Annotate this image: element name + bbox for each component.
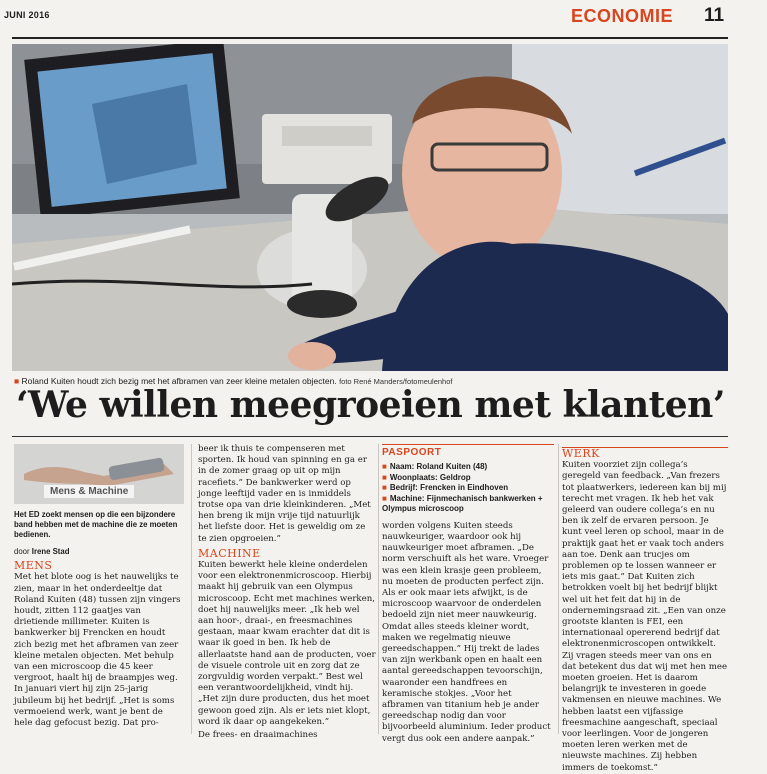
bullet-icon: ■ (14, 376, 20, 386)
bullet-icon: ■ (382, 462, 387, 472)
headline: ‘We willen meegroeien met klanten’ (16, 384, 725, 426)
issue-date: JUNI 2016 (4, 10, 50, 20)
paspoort-item: ■ Bedrijf: Frencken in Eindhoven (382, 483, 509, 493)
page-number: 11 (704, 5, 725, 26)
subhead-werk: WERK (562, 447, 728, 459)
column-2 (198, 444, 376, 741)
article-text-col3: worden volgens Kuiten steeds nauwkeuriger, waardoor ook hij nauwkeuriger moet afbramen. „De norm verschuift als het ware. Vroeger was een klein krasje geen probleem, nu moeten de producten perfect zijn. Als er ook maar iets afwijkt, is de microscoop waarvoor de onderdelen bedoeld zijn niet meer nauwkeurig. Omdat alles steeds kleiner wordt, maken we regelmatig nieuwe gereedschappen.” Hij trekt de lades van zijn werkbank open en haalt een aantal gereedschappen tevoorschijn, waaronder een handfrees en keramische stokjes. „Voor het afbramen van titanium heb je ander gereedschap nodig dan voor bijvoorbeeld aluminium. Ieder product vergt dus ook een andere aanpak.” (382, 520, 551, 744)
photo-illustration (12, 44, 728, 371)
section-title: ECONOMIE (571, 6, 674, 26)
column-1 (14, 444, 184, 729)
bullet-icon: ■ (382, 483, 387, 493)
author-name: Irene Stad (31, 547, 70, 556)
byline (14, 546, 184, 557)
bullet-icon: ■ (382, 493, 387, 503)
main-photo (12, 44, 728, 371)
article-text-col2a: beer ik thuis te compenseren met sporten. Ik houd van spinning en ga er in de zomer graag op uit op mijn racefiets.” De bankwerker werd op jonge leeftijd vader en is inmiddels trotse opa van drie kleinkinderen. „Met hen breng ik mijn vrije tijd natuurlijk het liefste door. Het is geweldig om ze te zien opgroeien.” (198, 444, 371, 544)
article-text-col4: Kuiten voorziet zijn collega’s geregeld van feedback. „Van frezers tot plaatwerkers, iedereen kan bij mij terecht met vragen. Ik heb het vak geleerd van oudere collega’s en nu ben ik zelf de ervaren persoon. Je kunt veel leren op school, maar in de praktijk gaat het er vaak toch anders aan toe. Denk aan trucjes om problemen op te lossen wanneer er iets mis gaat.” Dat Kuiten zich betrokken voelt bij het bedrijf blijkt wel uit het feit dat hij in de ondernemingsraad zit. „Een van onze grootste klanten is FEI, een internationaal opererend bedrijf dat elektronenmicroscopen ontwikkelt. Zij vragen steeds meer van ons en dat betekent dus dat wij met hen mee moeten groeien. Het is daarom belangrijk te investeren in goede vakmensen en nieuwe machines. We hebben laatst een vijfassige freesmachine aangeschaft, speciaal voor leerlingen. Voor de jongeren moeten leren werken met de nieuwste machines. Zij hebben immers de toekomst.” (562, 460, 728, 773)
paspoort-list (382, 462, 554, 515)
paspoort-box (382, 444, 554, 515)
bullet-icon: ■ (382, 472, 387, 482)
mens-machine-logo (14, 444, 184, 504)
header-rule (12, 37, 728, 39)
subhead-machine: MACHINE (198, 546, 261, 560)
column-divider (378, 444, 379, 734)
article-text-col2b: Kuiten bewerkt hele kleine onderdelen voor een elektronenmicroscoop. Hierbij maakt hij gebruik van een Olympus microscoop. Echt met machines werken, doet hij nauwelijks meer. „Ik heb wel aan hoor-, draai-, en freesmachines gestaan, maar kwam erachter dat dit is waar ik goed in ben. Ik heb de allerlaatste hand aan de producten, voer de visuele controle uit en zorg dat ze zorgvuldig worden verpakt.” Best wel een verantwoordelijkheid, vindt hij. „Het zijn dure producten, dus het moet gewoon goed zijn. Als er iets niet klopt, word ik daar op aangekeken.” (198, 560, 376, 727)
mens-machine-label: Mens & Machine (44, 485, 134, 498)
subhead-mens: MENS (14, 559, 53, 573)
headline-rule (12, 436, 728, 437)
series-intro: Het ED zoekt mensen op die een bijzondere band hebben met de machine die ze moeten bedienen. (14, 510, 178, 539)
paspoort-item: ■ Naam: Roland Kuiten (48) (382, 462, 488, 472)
paspoort-item: ■ Woonplaats: Geldrop (382, 472, 471, 482)
article-text-col1: Met het blote oog is het nauwelijks te zien, maar in het onderdeeltje dat Roland Kuiten (48) tussen zijn vingers houdt, zitten 112 gaatjes van drietiende millimeter. Kuiten is bankwerker bij Frencken en houdt zich bezig met het afbramen van zeer kleine metalen objecten. Met behulp van een microscoop die 45 keer vergroot, haalt hij de braampjes weg. In januari viert hij zijn 25-jarig jubileum bij het bedrijf. „Het is soms vermoeiend werk, want je bent de hele dag gefocust bezig. Dat pro- (14, 572, 181, 729)
page-header (0, 0, 767, 30)
column-divider (558, 444, 559, 734)
column-divider (191, 444, 192, 734)
caption-text: Roland Kuiten houdt zich bezig met het afbramen van zeer kleine metalen objecten. (21, 376, 337, 386)
article-text-col2c: De frees- en draaimachines (198, 730, 318, 741)
photo-credit: foto René Manders/fotomeulenhof (339, 377, 453, 386)
paspoort-item: ■ Machine: Fijnmechanisch bankwerken + Olympus microscoop (382, 493, 543, 514)
column-4 (562, 444, 728, 774)
column-3 (382, 444, 554, 745)
byline-prefix: door (14, 547, 30, 556)
paspoort-title: PASPOORT (382, 447, 442, 458)
